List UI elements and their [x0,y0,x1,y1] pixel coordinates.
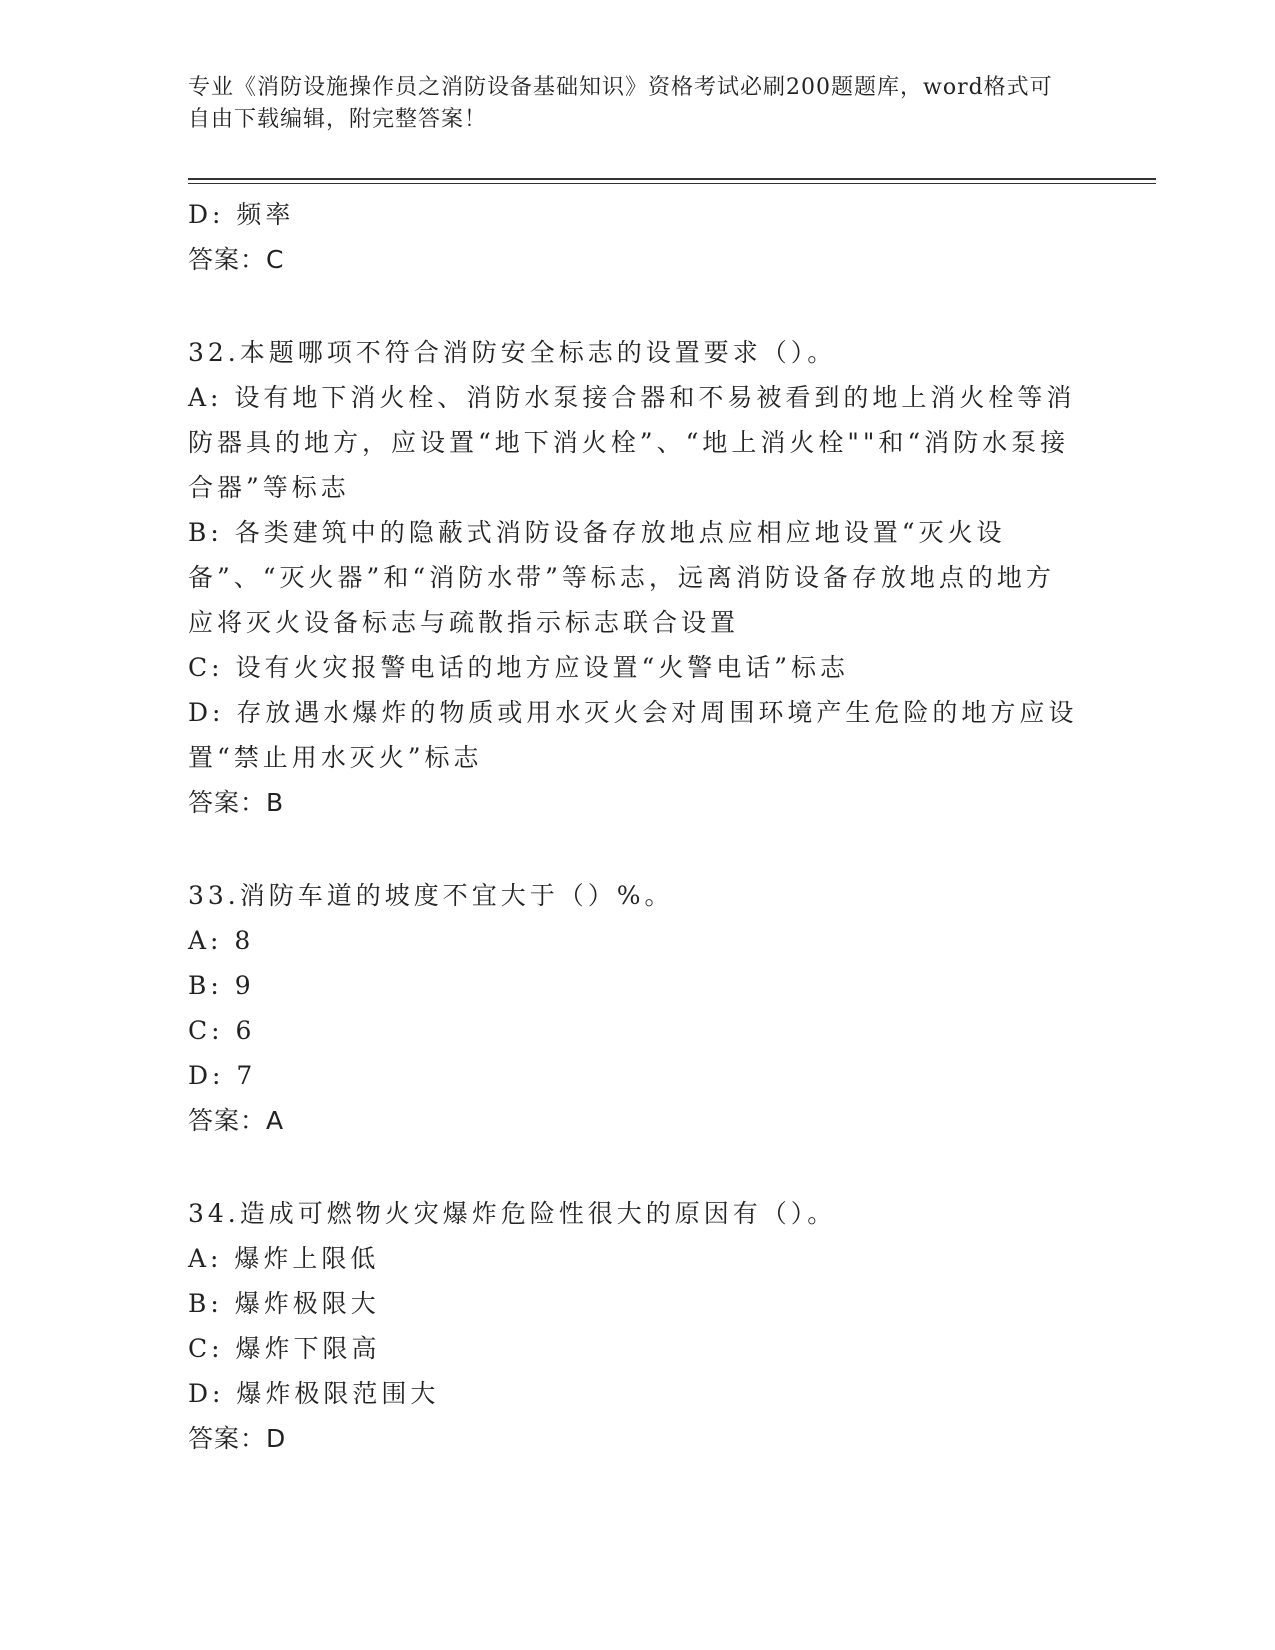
prev-option-d: D: 频率 [188,200,295,229]
answer: 答案：B [188,788,285,817]
option-d: D: 7 [188,1061,257,1090]
question-stem: 34.造成可燃物火灾爆炸危险性很大的原因有（）。 [188,1199,837,1228]
option-c: C: 设有火灾报警电话的地方应设置“火警电话”标志 [188,653,850,682]
spacer [188,282,1088,330]
option-c: C: 6 [188,1016,256,1045]
document-header: 专业《消防设施操作员之消防设备基础知识》资格考试必刷200题题库，word格式可自由下载编辑，附完整答案！ [188,75,1053,132]
answer: 答案：D [188,1424,287,1453]
option-d: D: 爆炸极限范围大 [188,1379,440,1408]
question-stem: 32.本题哪项不符合消防安全标志的设置要求（）。 [188,338,837,367]
option-b: B: 9 [188,971,255,1000]
spacer [188,825,1088,873]
option-a: A: 设有地下消火栓、消防水泵接合器和不易被看到的地上消火栓等消防器具的地方，应设置“地下消火栓”、“地上消火栓""和“消防水泵接合器”等标志 [188,383,1076,502]
question-content [188,192,1088,1461]
option-c: C: 爆炸下限高 [188,1334,381,1363]
question-stem: 33.消防车道的坡度不宜大于（）%。 [188,881,674,910]
header-rule-thick [188,178,1156,180]
option-b: B: 各类建筑中的隐蔽式消防设备存放地点应相应地设置“灭火设备”、“灭火器”和“消防水带”等标志，远离消防设备存放地点的地方应将灭火设备标志与疏散指示标志联合设置 [188,518,1055,637]
prev-answer: 答案：C [188,245,285,274]
option-b: B: 爆炸极限大 [188,1289,380,1318]
header-rule-thin [188,183,1156,184]
option-a: A: 爆炸上限低 [188,1244,380,1273]
option-a: A: 8 [188,926,255,955]
option-d: D: 存放遇水爆炸的物质或用水灭火会对周围环境产生危险的地方应设置“禁止用水灭火”标志 [188,698,1078,772]
spacer [188,1143,1088,1191]
answer: 答案：A [188,1106,285,1135]
